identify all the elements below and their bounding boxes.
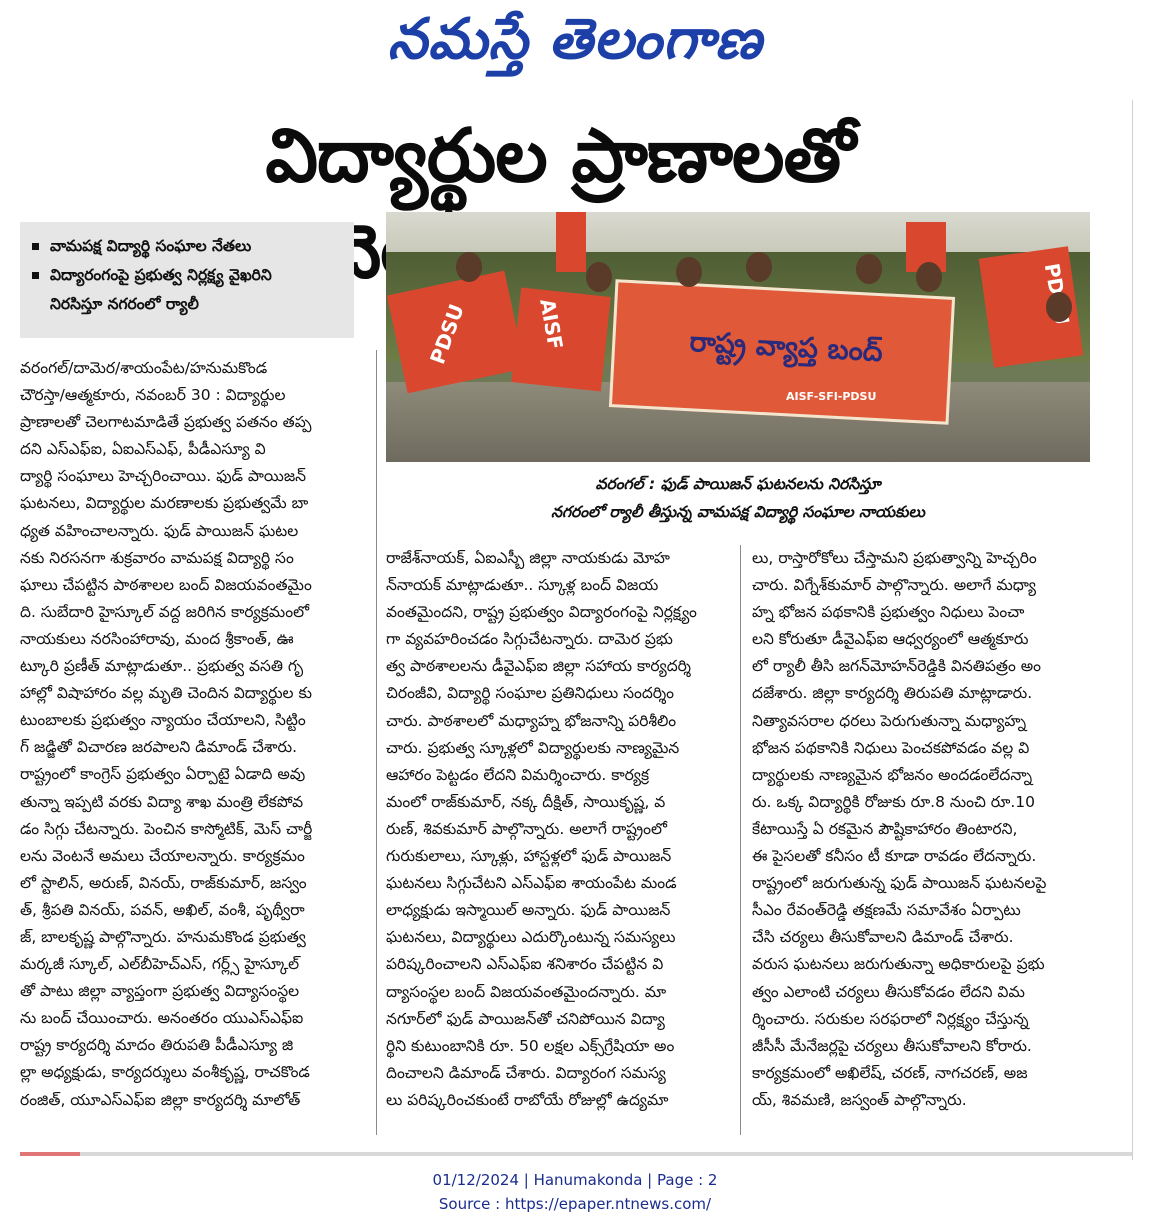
article-column-2: [386, 545, 724, 1114]
article-line: చారు. పాఠశాలలో మధ్యాహ్న భోజనాన్ని పరిశీలిం: [386, 711, 677, 730]
article-line: ఈ పైసలతో కనీసం టీ కూడా రావడం లేదన్నారు.: [752, 847, 1037, 866]
highlight-item-continued: నిరసిస్తూ నగరంలో ర్యాలీ: [50, 295, 199, 313]
article-line: త్వ పాఠశాలలను డీవైఎఫ్ఐ జిల్లా సహాయ కార్యదర్శి: [386, 657, 691, 676]
article-line: భోజన పథకానికి నిధులు పెంచకపోవడం వల్ల వి: [752, 738, 1030, 757]
article-line: చిరంజీవి, విద్యార్థి సంఘాల ప్రతినిధులు సందర్శిం: [386, 684, 674, 703]
article-line: దని ఎస్ఎఫ్ఐ, ఏఐఎస్ఎఫ్, పీడీఎస్యూ వి: [20, 440, 266, 459]
masthead: [0, 0, 1150, 92]
article-line: ఘటనలు, విద్యార్థులు ఎదుర్కొంటున్న సమస్యలు: [386, 928, 676, 947]
article-line: నాయకులు నరసింహారావు, మంద శ్రీకాంత్, ఊ: [20, 629, 294, 648]
article-line: డం సిగ్గు చేటన్నారు. పెంచిన కాస్మోటిక్, మెస్ చార్జీ: [20, 819, 313, 838]
headline: [20, 108, 1100, 204]
article-line: గ్ జడ్జితో విచారణ జరపాలని డిమాండ్ చేశారు.: [20, 738, 298, 757]
article-line: ర్శించారు. సరుకుల సరఫరాలో నిర్లక్ష్యం చేస్తున్న: [752, 1009, 1029, 1028]
article-line: గా వ్యవహరించడం సిగ్గుచేటన్నారు. దామెర ప్రభు: [386, 630, 673, 649]
article-line: తున్నా ఇప్పటి వరకు విద్యా శాఖ మంత్రి లేకపోవ: [20, 792, 304, 811]
article-line: గురుకులాలు, స్కూళ్లు, హాస్టళ్లలో ఫుడ్ పాయిజన్: [386, 847, 672, 866]
article-line: రాష్ట్రంలో కాంగ్రెస్ ప్రభుత్వం ఏర్పాటై ఏడాది అవు: [20, 765, 306, 784]
article-line: చేసి చర్యలు తీసుకోవాలని డిమాండ్ చేశారు.: [752, 928, 1014, 947]
page-cut-strip: [20, 1152, 1132, 1156]
article-line: ప్రాణాలతో చెలగాటమాడితే ప్రభుత్వ పతనం తప్ప: [20, 413, 312, 432]
article-line: లాధ్యక్షుడు ఇస్మాయిల్ అన్నారు. ఫుడ్ పాయిజన్: [386, 901, 671, 920]
article-line: లను వెంటనే అమలు చేయాలన్నారు. కార్యక్రమం: [20, 846, 305, 865]
column-divider: [376, 350, 377, 1135]
article-line: చౌరస్తా/ఆత్మకూరు, నవంబర్ 30 : విద్యార్థుల: [20, 386, 286, 405]
article-line: లు, రాస్తారోకోలు చేస్తామని ప్రభుత్వాన్ని హెచ్చరిం: [752, 549, 1037, 567]
footer-date-edition: 01/12/2024 | Hanumakonda | Page : 2: [432, 1171, 718, 1189]
article-line: త్వం ఎలాంటి చర్యలు తీసుకోవడం లేదని విమ: [752, 982, 1025, 1001]
article-line: హాల్లో విషాహారం వల్ల మృతి చెందిన విద్యార్థుల కు: [20, 684, 312, 703]
article-column-1: [20, 355, 366, 1114]
highlights-box: [20, 222, 354, 338]
article-line: రాష్ట్ర కార్యదర్శి మాదం తిరుపతి పీడీఎస్యూ జి: [20, 1036, 294, 1055]
article-line: మంలో రాజ్‌కుమార్, నక్క దీక్షిత్, సాయికృష్ణ, వ: [386, 792, 666, 811]
article-line: లో ర్యాలీ తీసి జగన్‌మోహన్‌రెడ్డికి వినతిపత్రం అం: [752, 657, 1042, 676]
article-line: రంజిత్, యూఎస్ఎఫ్ఐ జిల్లా కార్యదర్శి మాలోత్: [20, 1090, 301, 1109]
article-line: చారు. ప్రభుత్వ స్కూళ్లలో విద్యార్థులకు నాణ్యమైన: [386, 738, 680, 757]
article-line: లో స్టాలిన్, అరుణ్, వినయ్, రాజ్‌కుమార్, జస్వం: [20, 873, 307, 892]
article-line: ల్లా అధ్యక్షుడు, కార్యదర్శులు వంశీకృష్ణ, రాచకొండ: [20, 1063, 310, 1082]
article-line: దజేశారు. జిల్లా కార్యదర్శి తిరుపతి మాట్లాడారు.: [752, 684, 1033, 703]
article-line: రాష్ట్రంలో జరుగుతున్న ఫుడ్ పాయిజన్ ఘటనలపై: [752, 874, 1047, 893]
article-line: లని కోరుతూ డీవైఎఫ్ఐ ఆధ్వర్యంలో ఆత్మకూరు: [752, 630, 1029, 649]
article-line: తో పాటు జిల్లా వ్యాప్తంగా ప్రభుత్వ విద్యాసంస్థల: [20, 982, 300, 1001]
article-line: రుణ్, శివకుమార్ పాల్గొన్నారు. అలాగే రాష్ట్రంలో: [386, 819, 667, 838]
article-line: ఘటనలు, విద్యార్థుల మరణాలకు ప్రభుత్వమే బా: [20, 494, 309, 513]
article-line: ఆహారం పెట్టడం లేదని విమర్శించారు. కార్యక్ర: [386, 765, 650, 784]
article-line: ద్యార్థి సంఘాలు హెచ్చరించాయి. ఫుడ్ పాయిజన్: [20, 467, 307, 486]
article-line: న్‌నాయక్ మాట్లాడుతూ.. స్కూళ్ల బంద్ విజయ: [386, 576, 659, 595]
footer: [0, 1168, 1150, 1216]
footer-source: Source : https://epaper.ntnews.com/: [438, 1195, 712, 1213]
article-line: రు. ఒక్క విద్యార్థికి రోజుకు రూ.8 నుంచి రూ.10: [752, 792, 1035, 811]
article-line: కార్యక్రమంలో అఖిలేష్, చరణ్, నాగచరణ్, అజ: [752, 1063, 1028, 1082]
flag-label: AISF: [535, 296, 568, 352]
article-line: టుంబాలకు ప్రభుత్వం న్యాయం చేయాలని, సిట్టిం: [20, 711, 306, 730]
article-line: చారు. విగ్నేశ్‌కుమార్ పాల్గొన్నారు. అలాగే మధ్యా: [752, 576, 1036, 595]
article-line: ర్థిని కుటుంబానికి రూ. 50 లక్షల ఎక్స్‌గ్రేషియా అం: [386, 1036, 675, 1055]
article-line: వరుస ఘటనలు జరుగుతున్నా అధికారులపై ప్రభు: [752, 955, 1045, 974]
article-line: మర్కజీ స్కూల్, ఎల్‌బీహెచ్ఎస్, గర్ల్స్ హైస్కూల్: [20, 955, 300, 974]
banner-subtext: AISF-SFI-PDSU: [786, 390, 877, 403]
masthead-title: నమస్తే తెలంగాణ: [387, 6, 763, 72]
flag-label: PDSU: [425, 300, 469, 368]
article-line: ఘటనలు సిగ్గుచేటని ఎస్ఎఫ్ఐ శాయంపేట మండ: [386, 874, 677, 893]
article-line: ద్యాసంస్థల బంద్ విజయవంతమైందన్నారు. మా: [386, 982, 667, 1001]
article-line: ట్కూరి ప్రణీత్ మాట్లాడుతూ.. ప్రభుత్వ వసతి గృ: [20, 657, 304, 676]
caption-line: నగరంలో ర్యాలీ తీస్తున్న వామపక్ష విద్యార్థి సంఘాల నాయకులు: [551, 503, 925, 521]
article-line: ద్యార్థులకు నాణ్యమైన భోజనం అందడంలేదన్నా: [752, 765, 1033, 784]
column-divider: [740, 545, 741, 1135]
article-line: హ్న భోజన పథకానికి ప్రభుత్వం నిధులు పెంచా: [752, 603, 1025, 622]
article-line: పరిష్కరించాలని ఎస్ఎఫ్ఐ శనిశారం చేపట్టిన వి: [386, 955, 664, 974]
headline-text: విద్యార్థుల ప్రాణాలతో: [265, 113, 855, 199]
article-line: జ్, బాలకృష్ణ పాల్గొన్నారు. హనుమకొండ ప్రభుత్వ: [20, 927, 306, 946]
article-line: దించాలని డిమాండ్ చేశారు. విద్యారంగ సమస్య: [386, 1063, 666, 1082]
article-line: నకు నిరసనగా శుక్రవారం వామపక్ష విద్యార్థి సం: [20, 548, 294, 567]
article-line: య్, శివమణి, జస్వంత్ పాల్గొన్నారు.: [752, 1090, 967, 1109]
article-line: ధ్యత వహించాలన్నారు. ఫుడ్ పాయిజన్ ఘటల: [20, 521, 299, 540]
article-line: వంతమైందని, రాష్ట్ర ప్రభుత్వం విద్యారంగంపై నిర్లక్ష్యం: [386, 603, 697, 622]
page-edge-rule: [1132, 100, 1133, 1160]
article-line: ది. సుబేదారి హైస్కూల్ వద్ద జరిగిన కార్యక్రమంలో: [20, 602, 310, 621]
highlight-item: విద్యారంగంపై ప్రభుత్వ నిర్లక్ష్య వైఖరిని: [30, 261, 346, 290]
caption-line: వరంగల్ : ఫుడ్ పాయిజన్ ఘటనలను నిరసిస్తూ: [595, 475, 881, 493]
article-line: ఘాలు చేపట్టిన పాఠశాలల బంద్ విజయవంతమైం: [20, 575, 312, 594]
article-line: లు పరిష్కరించకుంటే రాబోయే రోజుల్లో ఉద్యమా: [386, 1090, 669, 1109]
article-column-3: [752, 545, 1092, 1114]
article-line: సీఎం రేవంత్‌రెడ్డి తక్షణమే సమావేశం ఏర్పాటు: [752, 901, 1021, 920]
article-line: జీసీసీ మేనేజర్లపై చర్యలు తీసుకోవాలని కోరారు.: [752, 1036, 1032, 1055]
article-line: ను బంద్ చేయించారు. అనంతరం యుఎస్ఎఫ్ఐ: [20, 1009, 304, 1028]
article-line: నగూర్‌లో ఫుడ్ పాయిజన్‌తో చనిపోయిన విద్యా: [386, 1009, 665, 1028]
article-line: నిత్యావసరాల ధరలు పెరుగుతున్నా మధ్యాహ్న: [752, 711, 1027, 730]
article-line: వరంగల్/దామెర/శాయంపేట/హనుమకొండ: [20, 359, 268, 377]
article-line: త్, శ్రీపతి వినయ్, పవన్, అఖిల్, వంశీ, పృథ్వీరా: [20, 900, 305, 919]
banner-text: రాష్ట్ర వ్యాప్త బంద్: [688, 324, 884, 369]
highlight-item: వామపక్ష విద్యార్థి సంఘాల నేతలు: [30, 232, 346, 261]
photo-caption: [386, 470, 1090, 526]
article-line: కేటాయిస్తే ఏ రకమైన పౌష్టికాహారం తింటారని,: [752, 819, 1018, 838]
article-line: రాజేశ్‌నాయక్, ఏఐఎస్బీ జిల్లా నాయకుడు మోహ: [386, 549, 670, 567]
news-photo: [386, 212, 1090, 462]
